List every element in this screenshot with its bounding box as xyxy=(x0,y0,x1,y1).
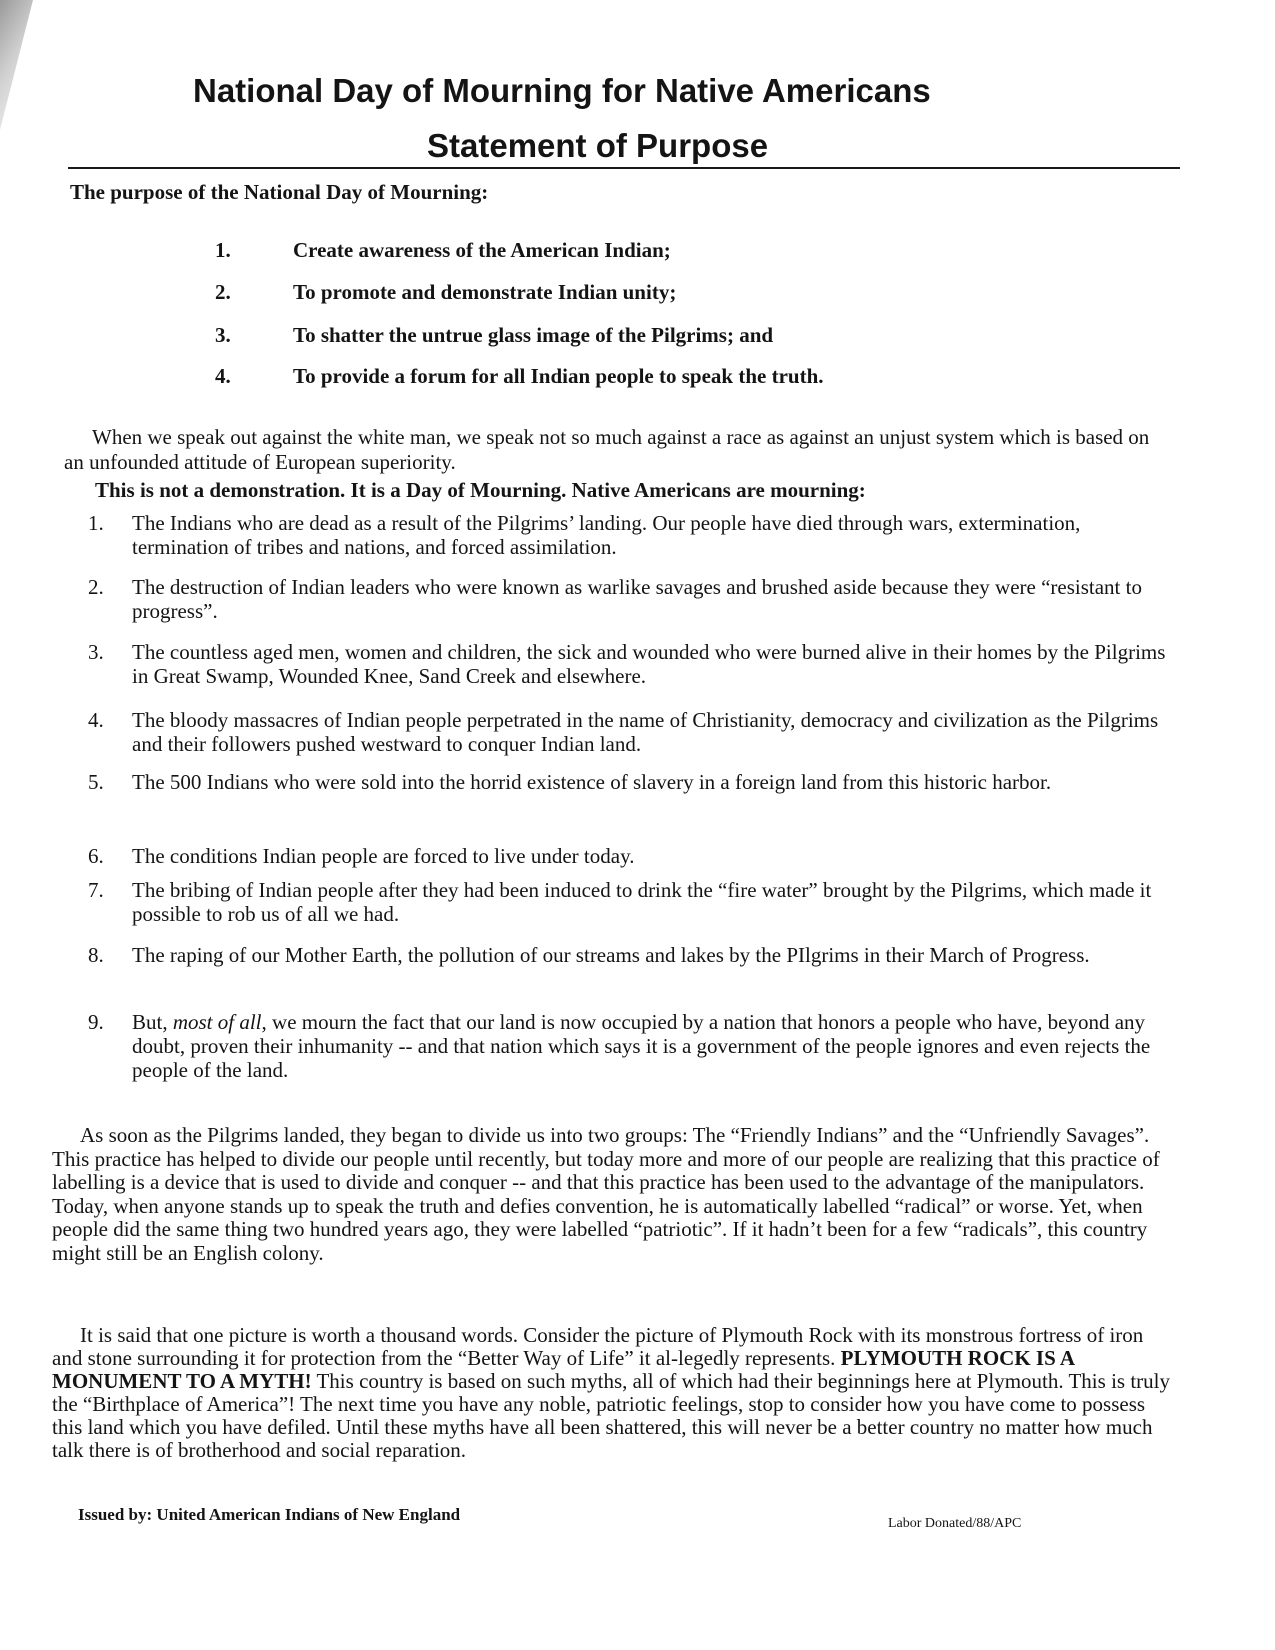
purpose-text: Create awareness of the American Indian; xyxy=(293,238,671,262)
mourning-text: The bloody massacres of Indian people perpetrated in the name of Christianity, democracy and civilization as the Pilgrims and their followers pushed westward to conquer Indian land. xyxy=(132,708,1159,756)
issued-by: Issued by: United American Indians of New England xyxy=(78,1505,461,1524)
mourning-number: 5. xyxy=(88,770,104,794)
mourning-item xyxy=(88,878,1178,926)
purpose-number: 2. xyxy=(215,280,231,304)
mourning-text: The conditions Indian people are forced to live under today. xyxy=(132,844,635,868)
mourning-text: The countless aged men, women and children, the sick and wounded who were burned alive in their homes by the Pilgrims in Great Swamp, Wounded Knee, Sand Creek and elsewhere. xyxy=(132,640,1166,688)
mourning-number: 3. xyxy=(88,640,104,664)
mourning-text: The bribing of Indian people after they had been induced to drink the “fire water” brought by the Pilgrims, which made it possible to rob us of all we had. xyxy=(132,878,1152,926)
mourning-item xyxy=(88,575,1178,623)
purpose-item xyxy=(215,238,671,263)
page-title: National Day of Mourning for Native Americans xyxy=(193,72,931,109)
paragraph-plymouth-rock: It is said that one picture is worth a thousand words. Consider the picture of Plymouth Rock with its monstrous fortress of iron and stone surrounding it for protection from the “Better Way of Life” it al-legedly represents. PLYMOUTH ROCK IS A MONUMENT TO A MYTH! This country is based on such myths, all of which had their beginnings here at Plymouth. This is truly the “Birthplace of America”! The next time you have any noble, patriotic feelings, stop to consider how you have come to possess this land which you have defiled. Until these myths have all been shattered, this will never be a better country no matter how much talk there is of brotherhood and social reparation. xyxy=(52,1323,1170,1462)
mourning-number: 6. xyxy=(88,844,104,868)
mourning-text: The raping of our Mother Earth, the pollution of our streams and lakes by the PIlgrims in their March of Progress. xyxy=(132,943,1090,967)
mourning-text: The destruction of Indian leaders who were known as warlike savages and brushed aside because they were “resistant to progress”. xyxy=(132,575,1142,623)
mourning-number: 2. xyxy=(88,575,104,599)
mourning-number: 1. xyxy=(88,511,104,535)
mourning-number: 8. xyxy=(88,943,104,967)
purpose-text: To shatter the untrue glass image of the Pilgrims; and xyxy=(293,323,774,347)
paragraph-pilgrims-divide: As soon as the Pilgrims landed, they began to divide us into two groups: The “Friendly Indians” and the “Unfriendly Savages”. This practice has helped to divide our people until recently, but today more and more of our people are realizing that this practice of labelling is a device that is used to divide and conquer -- and that this practice has been used to the advantage of the manipulators. Today, when anyone stands up to speak the truth and defies convention, he is automatically labelled “radical” or worse. Yet, when people did the same thing two hundred years ago, they were labelled “patriotic”. If it hadn’t been for a few “radicals”, this country might still be an English colony. xyxy=(52,1123,1160,1265)
page-subtitle: Statement of Purpose xyxy=(427,127,769,164)
mourning-text: But, most of all, we mourn the fact that our land is now occupied by a nation that honors a people who have, beyond any doubt, proven their inhumanity -- and that nation which says it is a government of the people ignores and even rejects the people of the land. xyxy=(132,1010,1151,1082)
mourning-item xyxy=(88,844,1178,868)
labor-credit: Labor Donated/88/APC xyxy=(888,1516,1022,1531)
mourning-item xyxy=(88,1010,1178,1082)
purpose-item xyxy=(215,323,773,348)
mourning-number: 9. xyxy=(88,1010,104,1034)
purpose-item xyxy=(215,280,676,305)
mourning-item xyxy=(88,708,1178,756)
purpose-text: To promote and demonstrate Indian unity; xyxy=(293,280,677,304)
purpose-number: 3. xyxy=(215,323,231,347)
mourning-number: 4. xyxy=(88,708,104,732)
mourning-item xyxy=(88,943,1178,967)
mourning-item xyxy=(88,770,1178,794)
intro-text: The purpose of the National Day of Mourning: xyxy=(70,180,489,204)
purpose-number: 1. xyxy=(215,238,231,262)
plymouth-rock-emphasis: PLYMOUTH ROCK IS A MONUMENT TO A MYTH! xyxy=(52,1346,1074,1393)
paragraph-white-man: When we speak out against the white man, we speak not so much against a race as against an unjust system which is based on an unfounded attitude of European superiority. xyxy=(64,425,1150,474)
title-divider xyxy=(68,167,1180,169)
purpose-item xyxy=(215,364,824,389)
mourning-heading: This is not a demonstration. It is a Day of Mourning. Native Americans are mourning: xyxy=(95,478,866,502)
mourning-item xyxy=(88,640,1178,688)
mourning-number: 7. xyxy=(88,878,104,902)
mourning-text: The 500 Indians who were sold into the horrid existence of slavery in a foreign land from this historic harbor. xyxy=(132,770,1052,794)
emphasis-text: most of all xyxy=(172,1010,262,1034)
purpose-number: 4. xyxy=(215,364,231,388)
mourning-item xyxy=(88,511,1178,559)
page-curl-shadow xyxy=(0,0,60,130)
mourning-text: The Indians who are dead as a result of the Pilgrims’ landing. Our people have died through wars, extermination, termination of tribes and nations, and forced assimilation. xyxy=(132,511,1081,559)
purpose-text: To provide a forum for all Indian people to speak the truth. xyxy=(293,364,824,388)
